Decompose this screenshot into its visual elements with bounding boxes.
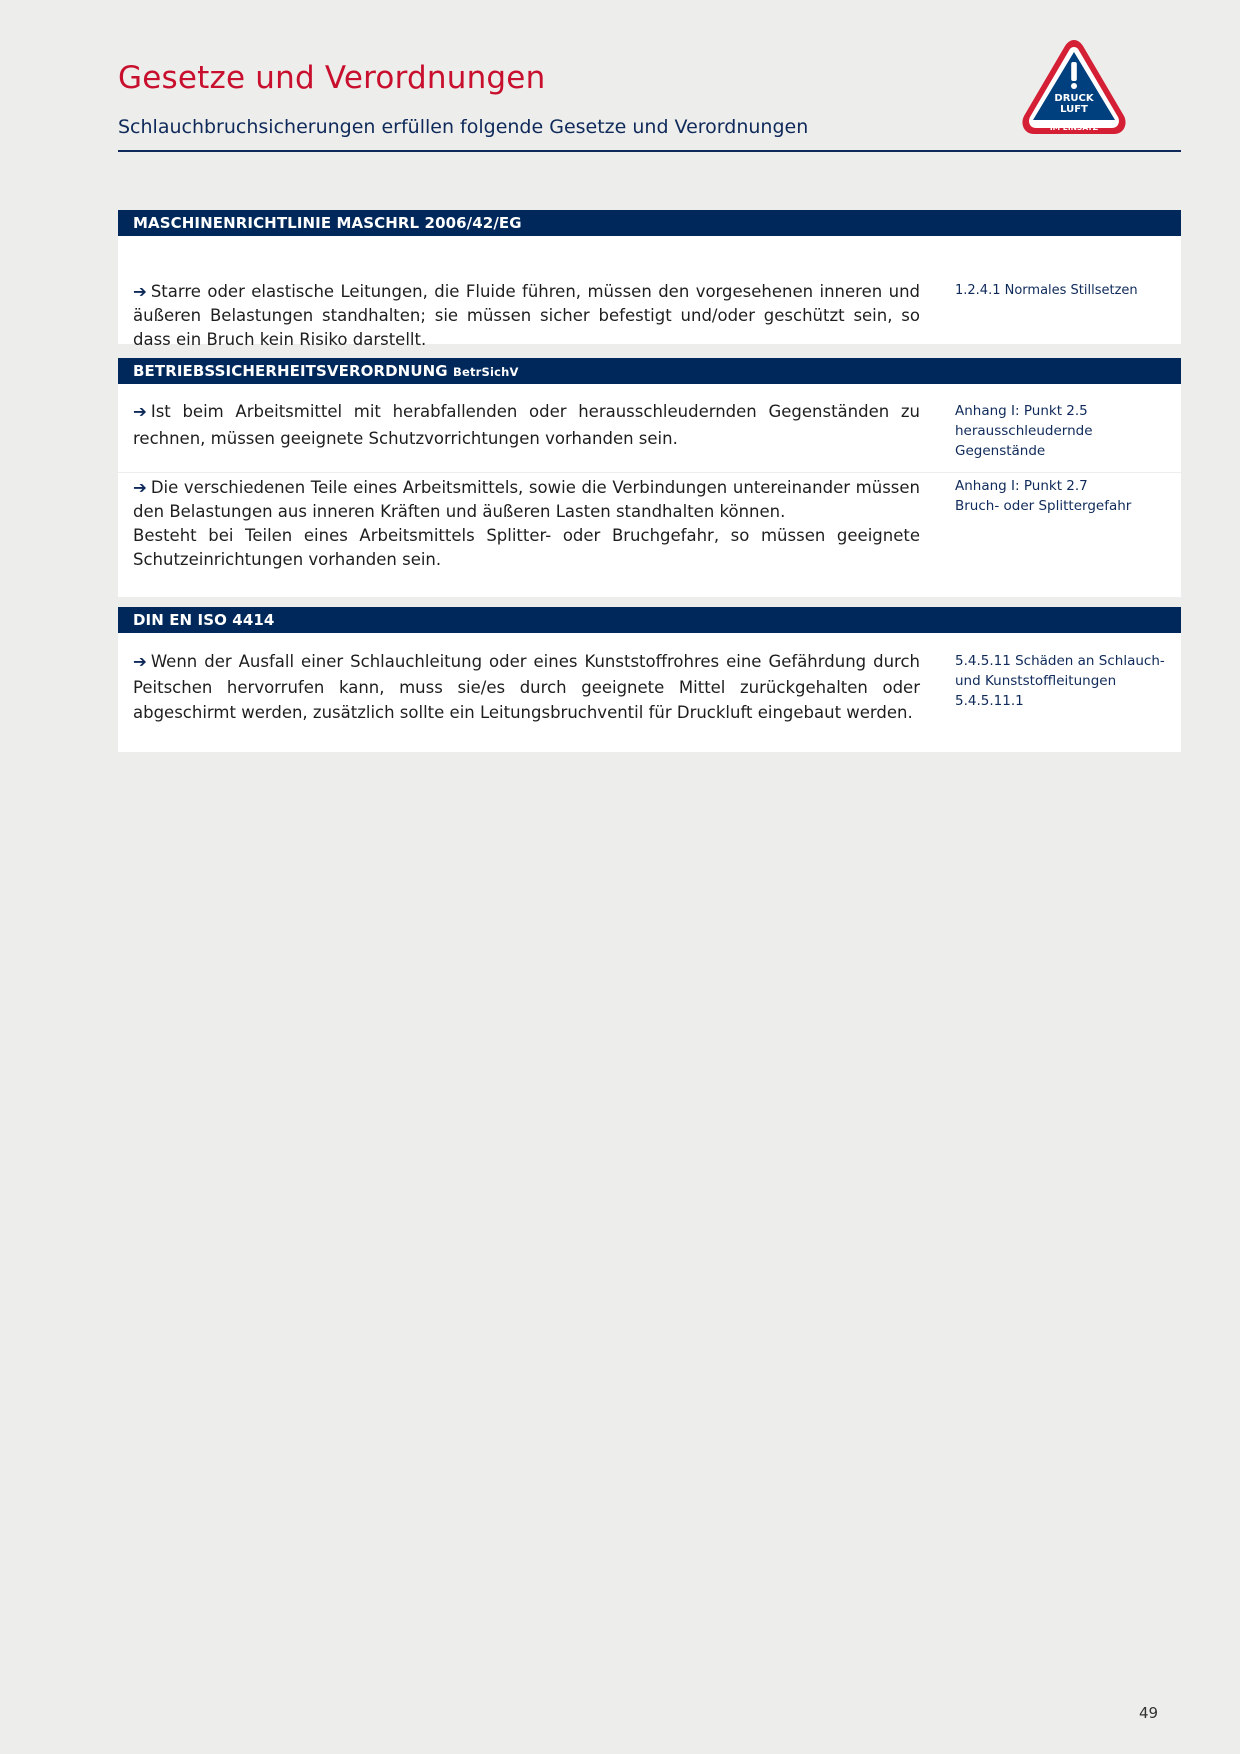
reference-line: 5.4.5.11 Schäden an Schlauch- (955, 653, 1165, 669)
arrow-right-icon: ➔ (133, 652, 147, 671)
entry-text (118, 476, 920, 572)
logo-text-luft: LUFT (1060, 104, 1088, 115)
entry-text (118, 398, 920, 452)
page-number: 49 (1139, 1704, 1159, 1722)
reference-line: 1.2.4.1 Normales Stillsetzen (955, 283, 1138, 298)
entry-body-2: Besteht bei Teilen eines Arbeitsmittels Splitter- oder Bruchgefahr, so müssen geeignete Schutzeinrichtungen vorhanden sein. (133, 526, 920, 569)
entry-reference (955, 281, 1175, 301)
section-body (118, 236, 1181, 349)
reference-line: Anhang I: Punkt 2.5 (955, 403, 1088, 419)
list-item (118, 236, 1181, 349)
list-item (118, 473, 1181, 597)
arrow-right-icon: ➔ (133, 478, 147, 497)
section-maschinenrichtlinie (118, 210, 1181, 349)
entry-reference (955, 651, 1175, 711)
reference-line: und Kunststoffleitungen (955, 673, 1117, 689)
section-header: MASCHINENRICHTLINIE MASCHRL 2006/42/EG (118, 210, 1181, 236)
entry-text (118, 280, 920, 352)
page-subtitle: Schlauchbruchsicherungen erfüllen folgende Gesetze und Verordnungen (118, 116, 809, 138)
reference-line: Anhang I: Punkt 2.7 (955, 478, 1088, 494)
entry-body: Wenn der Ausfall einer Schlauchleitung oder eines Kunststoffrohres eine Gefährdung durch Peitschen hervorrufen kann, muss sie/es durch geeignete Mittel zurückgehalten oder abgeschirmt werden, zusätzlich sollte ein Leitungsbruchventil für Druckluft eingebaut werden. (133, 652, 920, 722)
page-title: Gesetze und Verordnungen (118, 60, 546, 96)
reference-line: Gegenstände (955, 443, 1046, 459)
section-header-main: BETRIEBSSICHERHEITSVERORDNUNG (133, 362, 453, 380)
section-header-abbr: BetrSichV (453, 365, 519, 379)
reference-line: herausschleudernde (955, 423, 1093, 439)
section-betrsichv (118, 358, 1181, 597)
druckluft-logo (1020, 38, 1128, 138)
exclamation-dot (1071, 83, 1077, 89)
header-divider (118, 150, 1181, 152)
logo-text-druck: DRUCK (1054, 93, 1094, 104)
entry-reference (955, 401, 1175, 461)
entry-reference (955, 476, 1175, 516)
reference-line: 5.4.5.11.1 (955, 693, 1024, 709)
reference-line: Bruch- oder Splittergefahr (955, 498, 1132, 514)
section-din-en-iso-4414 (118, 607, 1181, 752)
entry-body: Ist beim Arbeitsmittel mit herabfallenden oder herausschleudernden Gegenständen zu rechnen, müssen geeignete Schutzvorrichtungen vorhanden sein. (133, 402, 920, 448)
arrow-right-icon: ➔ (133, 402, 147, 421)
entry-body: Starre oder elastische Leitungen, die Fluide führen, müssen den vorgesehenen inneren und äußeren Belastungen standhalten; sie müssen sicher befestigt und/oder geschützt sein, so dass ein Bruch kein Risiko darstellt. (133, 282, 920, 349)
list-item (118, 384, 1181, 472)
exclamation-icon (1071, 62, 1077, 81)
entry-body: Die verschiedenen Teile eines Arbeitsmittels, sowie die Verbindungen untereinander müssen den Belastungen aus inneren Kräften und äußeren Lasten standhalten können. (133, 478, 920, 521)
section-header (118, 358, 1181, 384)
logo-text-im-einsatz: IM EINSATZ (1049, 123, 1099, 132)
entry-text (118, 649, 920, 726)
section-body (118, 633, 1181, 752)
arrow-right-icon: ➔ (133, 282, 147, 301)
section-header: DIN EN ISO 4414 (118, 607, 1181, 633)
section-body (118, 384, 1181, 597)
